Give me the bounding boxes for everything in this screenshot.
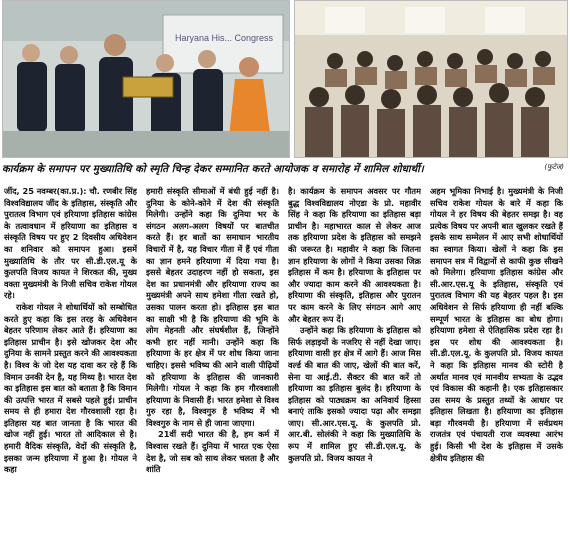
audience-illustration <box>295 1 567 157</box>
article-body <box>4 186 566 538</box>
paragraph: जींद, 25 नवम्बर(का.प्र.): चौ. रणबीर सिंह विश्वविद्यालय जींद के इतिहास, संस्कृति और पुरातत्व विभाग एवं हरियाणा इतिहास कांग्रेस के तत्वावधान में हरियाणा का इतिहास व संस्कृति विषय पर हुए 2 दिवसीय अधिवेशन का शनिवार को समापन हुआ। इसमें मुख्यातिथि के तौर पर सी.डी.एल.यू के कुलपति विजय कायत ने शिरकत की, मुख्य वक्ता मुख्यमंत्री के निजी सचिव राकेश गोयल रहे। <box>4 186 137 301</box>
paragraph: हमारी संस्कृति सीमाओं में बंधी हुई नहीं है। दुनिया के कोने-कोने में देश की संस्कृति मिलेगी। उन्होंने कहा कि दुनिया भर के संगठन अलग-अलग विषयों पर बातचीत करते हैं। हर बातों का समाधान भारतीय विचारों में है, यह विचार गीता में हैं एवं गीता का ज्ञान हमने हरियाणा में दिया गया है। इससे बेहतर उदाहरण नहीं हो सकता, इस देश का प्रधानमंत्री और हरियाणा राज्य का मुख्यमंत्री अपने साथ हमेशा गीता रखते हो, उसका पालन करता हो। इतिहास इस बात का साक्षी भी है कि हरियाणा की भूमि के लोग मेहनती और संघर्षशील हैं, जिन्होंने कभी हार नहीं मानी। उन्होंने कहा कि हरियाणा के हर क्षेत्र में पर शोध किया जाना चाहिए। इससे भविष्य की आने वाली पीढ़ियों को हरियाणा के इतिहास की जानकारी मिलेगी। गोयल ने कहा कि हम गौरवशाली हरियाणा के निवासी हैं। भारत हमेशा से विश्व गुरु रहा है, विश्वगुरु है भविष्य में भी विश्वगुरु के नाम से ही जाना जाएगा। <box>146 186 279 428</box>
caption-row <box>2 160 568 180</box>
paragraph: अहम भूमिका निभाई है। मुख्यमंत्री के निजी सचिव राकेश गोयल के बारे में कहा कि गोयल ने हर विषय की बेहतर समझ है। वह प्रत्येक विषय पर अपनी बात खुलकर रखते हैं इसके साथ सम्मेलन में आए सभी शोधार्थियों का स्वागत किया। खेलों ने कहा कि इस समापन सत्र में विद्वानों से काफी कुछ सीखने को मिलेगा। हरियाणा इतिहास कांग्रेस और सी.आर.एस.यू के इतिहास, संस्कृति एवं पुरातत्व विभाग की यह बेहतर पहल है। इस अधिवेशन से सिर्फ हरियाणा ही नहीं बल्कि सम्पूर्ण भारत के इतिहास का बोध होगा। हरियाणा हमेशा से ऐतिहासिक प्रदेश रहा है। इस पर शोध की आवश्यकता है। सी.डी.एल.यू. के कुलपति प्रो. विजय कायत ने कहा कि इतिहास मानव की स्टोरी है अर्थात मानव एवं मानवीय सभ्यता के उद्भव एवं विकास की कहानी है। एक इतिहासकार उस समय के प्रस्तुत तथ्यों के आधार पर इतिहास लिखता है। हरियाणा का इतिहास बड़ा गौरवमयी है। हरियाणा में सर्वप्रथम राजतंत्र एवं पंचायती राज व्यवस्था आरंभ हुई। किसी भी देश के इतिहास में उसके क्षेत्रीय इतिहास की <box>430 186 563 463</box>
paragraph: उन्होंने कहा कि हरियाणा के इतिहास को सिर्फ लड़ाइयों के नजरिए से नहीं देखा जाए। हरियाणा वासी हर क्षेत्र में आगे हैं। आज मिस वर्ल्ड की बात की जाए, खेलों की बात करें, सेना या आई.टी. सैक्टर की बात करें तो हरियाणा का इतिहास बुलंद है। हरियाणा के इतिहास को पाठ्यक्रम का अनिवार्य हिस्सा बनाएं ताकि इसको ज्यादा पढ़ा और समझा जाए। सी.आर.एस.यू. के कुलपति प्रो. आर.बी. सोलंकी ने कहा कि मुख्यातिथि के रूप में शामिल हुए सी.डी.एल.यू. के कुलपति प्रो. विजय कायत ने <box>288 325 421 463</box>
paragraph: है। कार्यक्रम के समापन अवसर पर गौतम बुद्ध विश्वविद्यालय नोएडा के प्रो. महावीर सिंह ने कहा कि हरियाणा का इतिहास बड़ा प्राचीन है। महाभारत काल से लेकर आज तक हरियाणा प्रदेश के इतिहास को समझने की जरूरत है। महावीर ने कहा कि जितना ज्ञान हरियाणा के लोगों ने किया उसका जिक्र इतिहास में कम है। हरियाणा के इतिहास पर और ज्यादा काम करने की आवश्यकता है। हरियाणा की संस्कृति, इतिहास और पुरातन पर काम करने के लिए संगठन आगे आए और बेहतर रूप दें। <box>288 186 421 324</box>
paragraph: राकेश गोयल ने शोधार्थियों को सम्बोधित करते हुए कहा कि इस तरह के अधिवेशन बेहतर परिणाम लेकर आते हैं। हरियाणा का इतिहास प्राचीन है। इसे खोजकर देश और दुनिया के सामने प्रस्तुत करने की आवश्यकता है। विश्व के जो देश यह दावा कर रहे हैं कि विमान उनकी देन है, यह मिथ्य है। भारत देश का इतिहास इस बात को बताता है कि विमान की उत्पत्ति भारत में सबसे पहले हुई। प्राचीन समय से ही हमारा देश गौरवशाली रहा है। इतिहास यह बात जानता है कि भारत की खोज नहीं हुई। भारत तो आदिकाल से है। हमारी वैदिक संस्कृति, वेदों की संस्कृति है, इसका जन्म हरियाणा में हुआ है। गोयल ने कहा <box>4 301 137 475</box>
audience-photo <box>294 0 568 158</box>
article-column-3 <box>288 186 421 538</box>
paragraph: 21वीं सदी भारत की है, हम कर्म में विश्वास रखते हैं। दुनिया में भारत एक ऐसा देश है, जो सब को साथ लेकर चलता है और शांति <box>146 429 279 475</box>
photo-caption: कार्यक्रम के समापन पर मुख्यातिथि को स्मृति चिन्ह देकर सम्मानित करते आयोजक व समारोह में शामिल शोधार्थी। <box>2 164 424 175</box>
article-column-2 <box>146 186 279 538</box>
award-ceremony-illustration <box>3 1 289 157</box>
award-ceremony-photo <box>2 0 290 158</box>
banner-text: Haryana His... Congress <box>175 33 274 43</box>
photo-credit: (फुटेज) <box>544 163 564 171</box>
article-column-1 <box>4 186 137 538</box>
article-column-4 <box>430 186 563 538</box>
